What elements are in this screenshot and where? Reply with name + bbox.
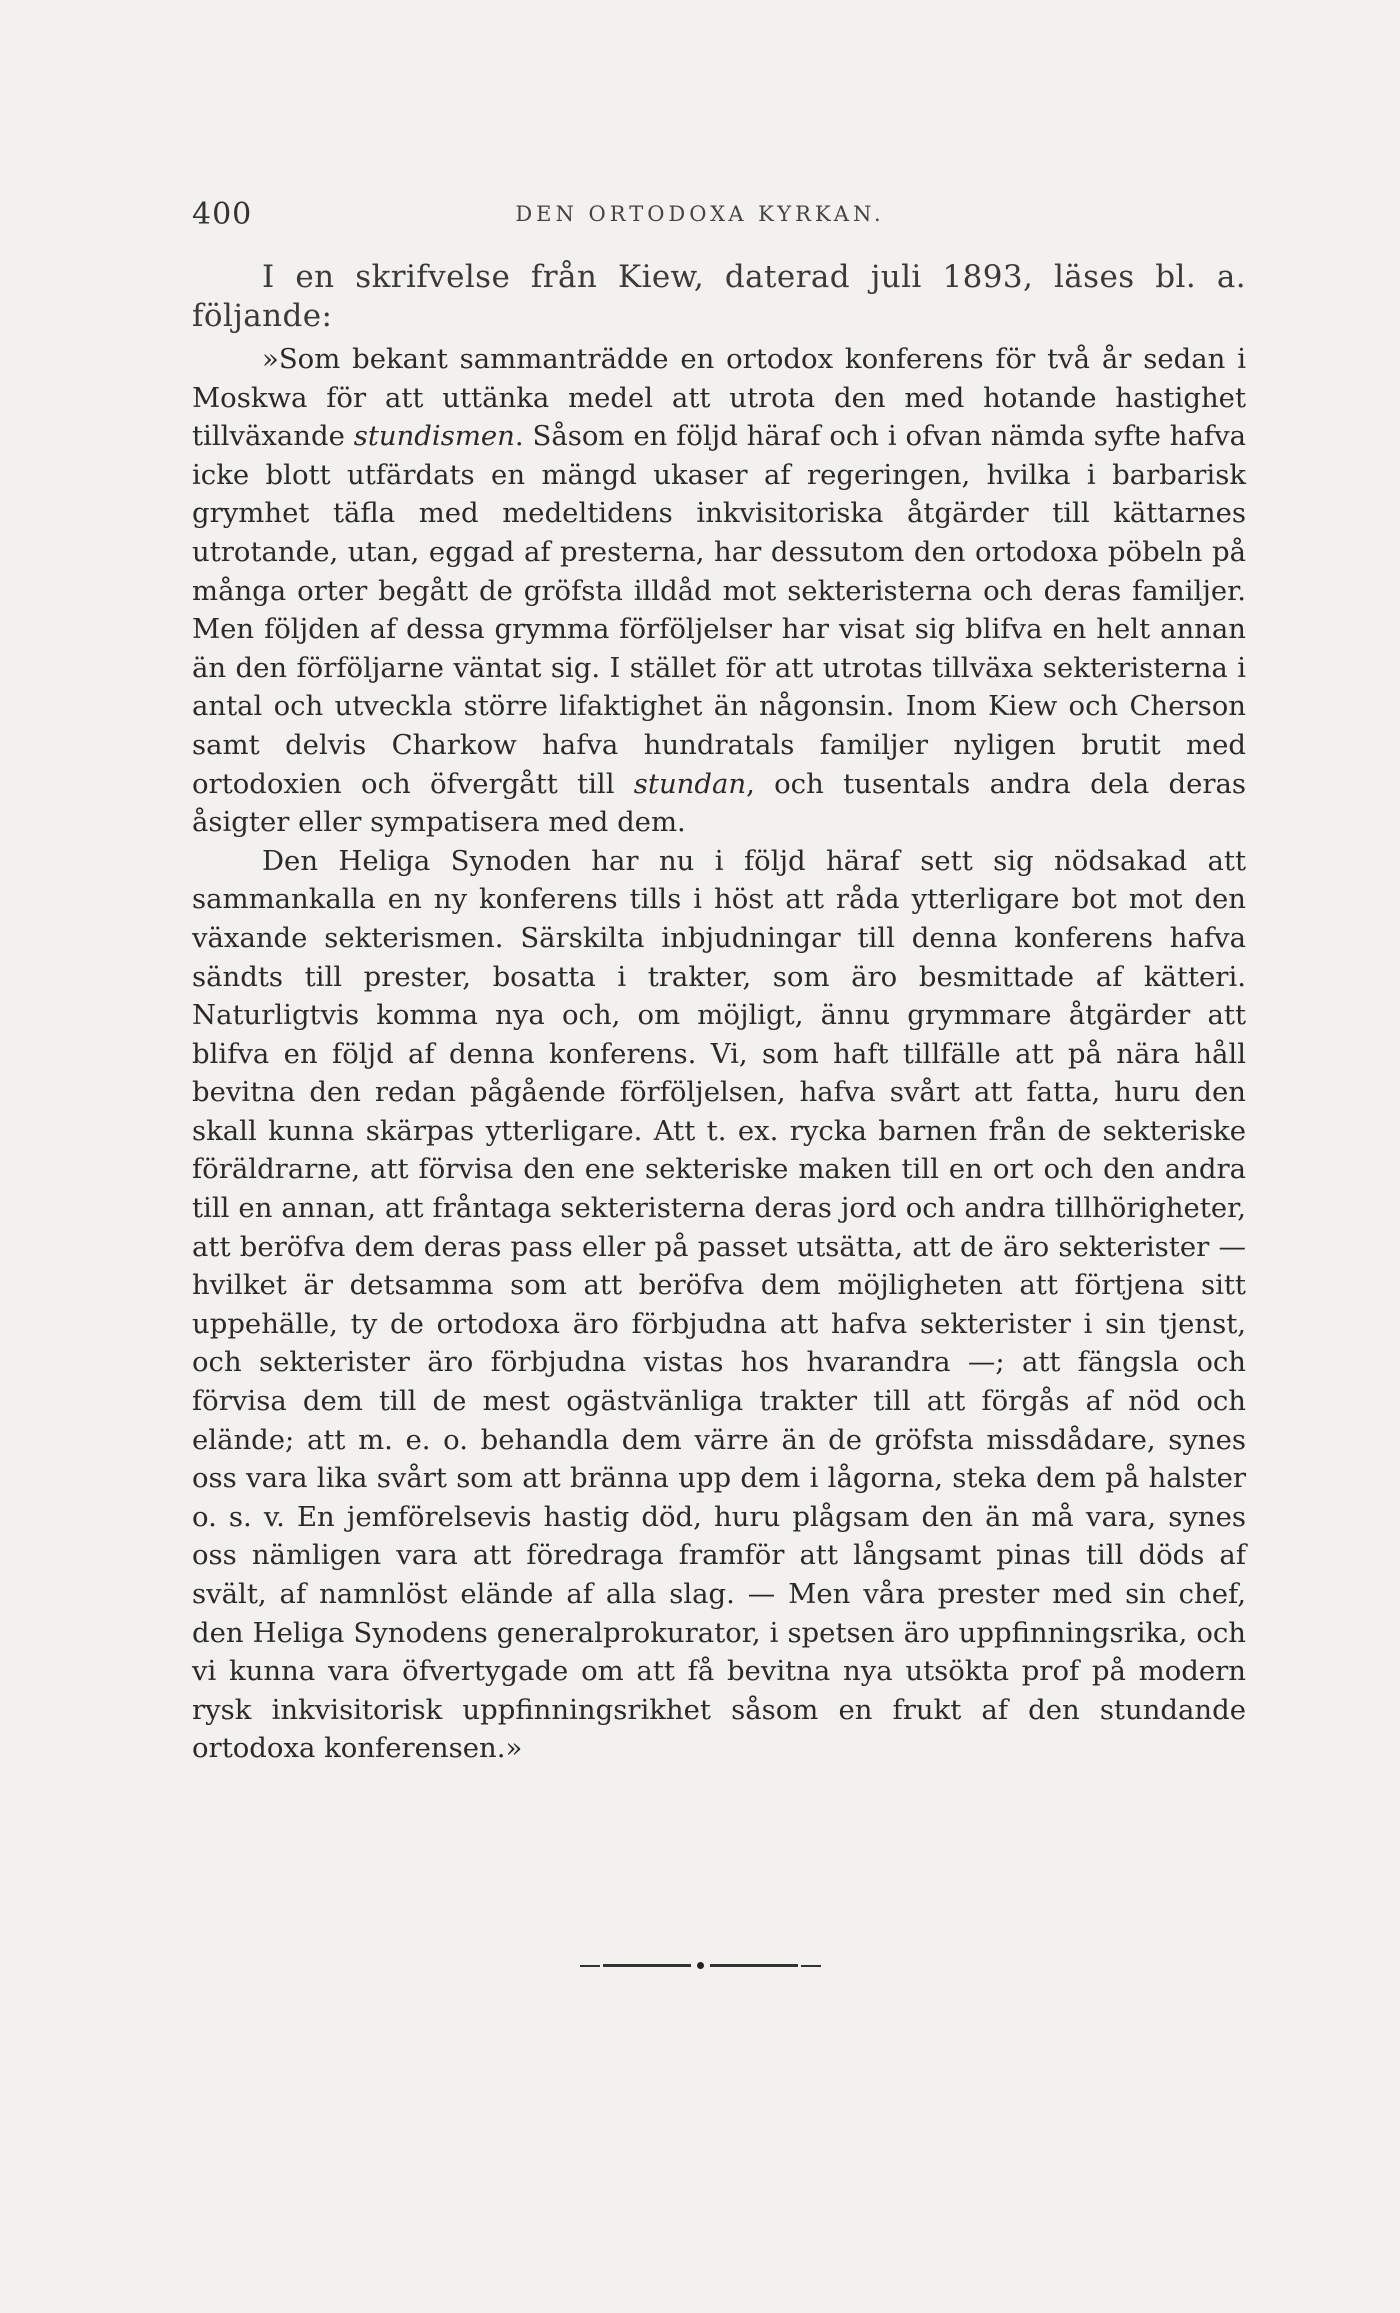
- ornament-line-left-thin: [580, 1965, 600, 1967]
- paragraph-1-part-e: , och tusentals andra dela deras åsigter eller sympatisera med dem.: [192, 767, 1246, 839]
- paragraph-1: [192, 340, 1246, 842]
- body-text: [192, 258, 1246, 1768]
- paragraph-1-part-a: »Som bekant sammanträdde en ortodox konferens för två år sedan i Moskwa för att uttänka medel att utrota den med hotande hastighet tillväxande: [192, 343, 1246, 453]
- page-number: 400: [192, 197, 253, 232]
- italic-term-stundan: stundan: [633, 767, 747, 800]
- ornament-dot: [697, 1962, 704, 1969]
- italic-term-stundismen: stundismen: [353, 420, 515, 453]
- intro-text: I en skrifvelse från Kiew, daterad juli 1893, läses bl. a. följande:: [192, 259, 1246, 334]
- ornament-line-left: [603, 1964, 691, 1967]
- end-ornament: [0, 1962, 1400, 1969]
- running-head: DEN ORTODOXA KYRKAN.: [515, 202, 885, 226]
- paragraph-1-part-c: . Såsom en följd häraf och i ofvan nämda syfte hafva icke blott utfärdats en mängd ukaser af regeringen, hvilka i barbarisk grymhet täfla med medeltidens inkvisitoriska åtgärder till kättarnes utrotande, utan, eggad af presterna, har dessutom den ortodoxa pöbeln på många orter begått de gröfsta illdåd mot sekteristerna och deras familjer. Men följden af dessa grymma förföljelser har visat sig blifva en helt annan än den förföljarne väntat sig. I stället för att utrotas tillväxa sekteristerna i antal och utveckla större lifaktighet än någonsin. Inom Kiew och Cherson samt delvis Charkow hafva hundratals familjer nyligen brutit med ortodoxien och öfvergått till: [192, 420, 1246, 800]
- ornament-line-right-thin: [801, 1965, 821, 1967]
- ornament-line-right: [710, 1964, 798, 1967]
- paragraph-2: Den Heliga Synoden har nu i följd häraf sett sig nödsakad att sammankalla en ny konferens tills i höst att råda ytterligare bot mot den växande sekterismen. Särskilta inbjudningar till denna konferens hafva sändts till prester, bosatta i trakter, som äro besmittade af kätteri. Naturligtvis komma nya och, om möjligt, ännu grymmare åtgärder att blifva en följd af denna konferens. Vi, som haft tillfälle att på nära håll bevitna den redan pågående förföljelsen, hafva svårt att fatta, huru den skall kunna skärpas ytterligare. Att t. ex. rycka barnen från de sekteriske föräldrarne, att förvisa den ene sekteriske maken till en ort och den andra till en annan, att fråntaga sekteristerna deras jord och andra tillhörigheter, att beröfva dem deras pass eller på passet utsätta, att de äro sekterister — hvilket är detsamma som att beröfva dem möjligheten att förtjena sitt uppehälle, ty de ortodoxa äro förbjudna att hafva sekterister i sin tjenst, och sekterister äro förbjudna vistas hos hvarandra —; att fängsla och förvisa dem till de mest ogästvänliga trakter till att förgås af nöd och elände; att m. e. o. behandla dem värre än de gröfsta missdådare, synes oss vara lika svårt som att bränna upp dem i lågorna, steka dem på halster o. s. v. En jemförelsevis hastig död, huru plågsam den än må vara, synes oss nämligen vara att föredraga framför att långsamt pinas till döds af svält, af namnlöst elände af alla slag. — Men våra prester med sin chef, den Heliga Synodens generalprokurator, i spetsen äro uppfinningsrika, och vi kunna vara öfvertygade om att få bevitna nya utsökta prof på modern rysk inkvisitorisk uppfinningsrikhet såsom en frukt af den stundande ortodoxa konferensen.»: [192, 844, 1246, 1765]
- intro-paragraph: [192, 258, 1246, 336]
